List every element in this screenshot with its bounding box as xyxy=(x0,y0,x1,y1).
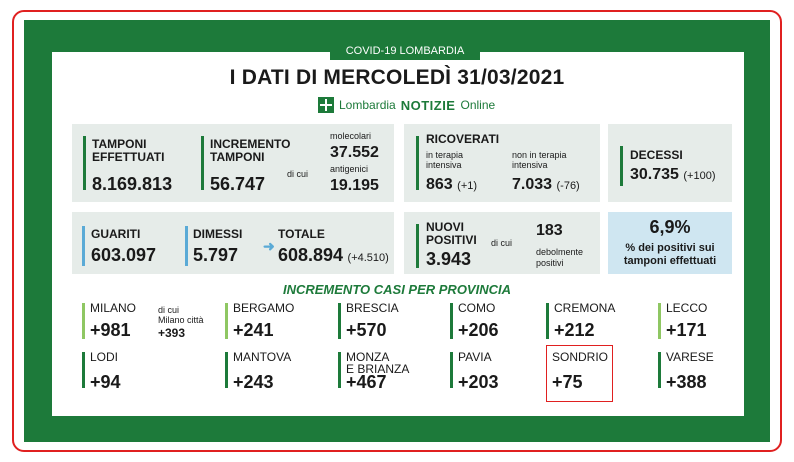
milano-extra-value: +393 xyxy=(158,326,186,340)
header-tag: COVID-19 LOMBARDIA xyxy=(330,42,480,60)
positivi-dicui: di cui xyxy=(491,238,513,248)
dimessi-bar xyxy=(185,226,188,266)
province-name: VARESE xyxy=(666,350,714,364)
province-name: MONZA xyxy=(346,350,390,364)
province-value: +570 xyxy=(346,320,387,340)
province-name: LECCO xyxy=(666,301,708,315)
percent-value: 6,9% xyxy=(649,217,691,237)
dimessi-label: DIMESSI xyxy=(193,227,243,241)
province-name: BERGAMO xyxy=(233,301,295,315)
debol-label-2: positivi xyxy=(536,258,564,268)
province-value: +94 xyxy=(90,372,121,392)
decessi-delta: (+100) xyxy=(683,170,716,182)
province-bar xyxy=(658,352,661,388)
province-name: MANTOVA xyxy=(233,350,292,364)
totale-delta: (+4.510) xyxy=(347,252,389,264)
guariti-bar xyxy=(82,226,85,266)
province-bar xyxy=(338,303,341,339)
province-name-2: E BRIANZA xyxy=(346,362,410,376)
province-bar xyxy=(338,352,341,388)
positivi-label-1: NUOVI xyxy=(426,220,465,234)
decessi-bar xyxy=(620,146,623,186)
milano-extra-2: Milano città xyxy=(158,315,204,325)
ricoverati-label: RICOVERATI xyxy=(426,132,500,146)
province-value: +981 xyxy=(90,320,131,340)
province-section-title: INCREMENTO CASI PER PROVINCIA xyxy=(282,282,511,297)
province-value: +203 xyxy=(458,372,499,392)
province-name: MILANO xyxy=(90,301,137,315)
province-bar xyxy=(225,303,228,339)
province-lecco xyxy=(658,303,758,339)
province-como xyxy=(450,303,550,339)
brand-part-3: Online xyxy=(460,98,496,112)
nonti-value-row xyxy=(512,176,580,194)
province-value: +75 xyxy=(552,372,583,392)
province-bar xyxy=(658,303,661,339)
province-value: +206 xyxy=(458,320,499,340)
tamponi-bar xyxy=(83,136,86,190)
incremento-bar xyxy=(201,136,204,190)
province-value: +171 xyxy=(666,320,707,340)
province-bar xyxy=(225,352,228,388)
province-value: +388 xyxy=(666,372,707,392)
ti-value-row xyxy=(426,176,477,194)
nonti-label-1: non in terapia xyxy=(512,150,567,160)
tamponi-dicui: di cui xyxy=(287,169,309,179)
province-name: BRESCIA xyxy=(346,301,399,315)
molecolari-value: 37.552 xyxy=(330,144,379,161)
ti-label-2: intensiva xyxy=(426,160,462,170)
positivi-value: 3.943 xyxy=(426,249,472,269)
debol-label-1: debolmente xyxy=(536,247,584,257)
brand-part-2: NOTIZIE xyxy=(400,97,456,113)
province-bar xyxy=(82,303,85,339)
brand-logo-row xyxy=(318,95,495,115)
ti-value: 863 xyxy=(426,176,453,193)
province-value: +241 xyxy=(233,320,274,340)
province-name: LODI xyxy=(90,350,119,364)
percent-label-2: tamponi effettuati xyxy=(623,255,717,267)
incremento-label-2: TAMPONI xyxy=(210,150,265,164)
nonti-label-2: intensiva xyxy=(512,160,548,170)
totale-value-row xyxy=(278,245,389,266)
molecolari-label: molecolari xyxy=(330,131,372,141)
arrow-right-icon: ➜ xyxy=(263,238,275,254)
province-varese xyxy=(658,350,758,392)
province-value: +243 xyxy=(233,372,274,392)
page-title: I DATI DI MERCOLEDÌ 31/03/2021 xyxy=(229,66,565,89)
nonti-delta: (-76) xyxy=(556,180,580,192)
ricoverati-bar xyxy=(416,136,419,190)
decessi-label: DECESSI xyxy=(630,148,683,162)
province-name: COMO xyxy=(458,301,496,315)
nonti-value: 7.033 xyxy=(512,176,553,193)
province-brescia xyxy=(338,303,438,339)
positivi-label-2: POSITIVI xyxy=(426,233,477,247)
totale-label: TOTALE xyxy=(278,227,325,241)
province-bar xyxy=(82,352,85,388)
province-pavia xyxy=(450,350,550,392)
tamponi-label-2: EFFETTUATI xyxy=(92,150,165,164)
ti-delta: (+1) xyxy=(457,180,478,192)
decessi-value: 30.735 xyxy=(630,166,679,183)
incremento-value: 56.747 xyxy=(210,174,266,194)
lombardia-cross-icon xyxy=(318,97,334,113)
dimessi-value: 5.797 xyxy=(193,245,239,265)
incremento-label-1: INCREMENTO xyxy=(210,137,291,151)
decessi-box xyxy=(608,124,732,202)
province-sondrio xyxy=(550,350,650,392)
ti-label-1: in terapia xyxy=(426,150,464,160)
antigenici-label: antigenici xyxy=(330,164,369,174)
province-bergamo xyxy=(225,303,325,339)
antigenici-value: 19.195 xyxy=(330,177,379,194)
milano-extra-1: di cui xyxy=(158,305,180,315)
tamponi-label-1: TAMPONI xyxy=(92,137,147,151)
brand-part-1: Lombardia xyxy=(339,98,396,112)
province-mantova xyxy=(225,350,325,392)
province-bar xyxy=(450,352,453,388)
decessi-value-row xyxy=(630,166,716,184)
province-name: SONDRIO xyxy=(552,350,609,364)
province-value: +212 xyxy=(554,320,595,340)
province-bar xyxy=(546,303,549,339)
province-cremona xyxy=(546,303,646,339)
province-bar xyxy=(450,303,453,339)
province-monza xyxy=(338,350,438,392)
province-value: +467 xyxy=(346,372,387,392)
totale-value: 608.894 xyxy=(278,245,344,265)
tamponi-value: 8.169.813 xyxy=(92,174,173,194)
province-name: CREMONA xyxy=(554,301,616,315)
province-lodi xyxy=(82,350,182,392)
positivi-bar xyxy=(416,224,419,268)
debol-value: 183 xyxy=(536,222,563,239)
guariti-label: GUARITI xyxy=(91,227,141,241)
percent-label-1: % dei positivi sui xyxy=(625,242,715,254)
guariti-value: 603.097 xyxy=(91,245,157,265)
province-name: PAVIA xyxy=(458,350,492,364)
